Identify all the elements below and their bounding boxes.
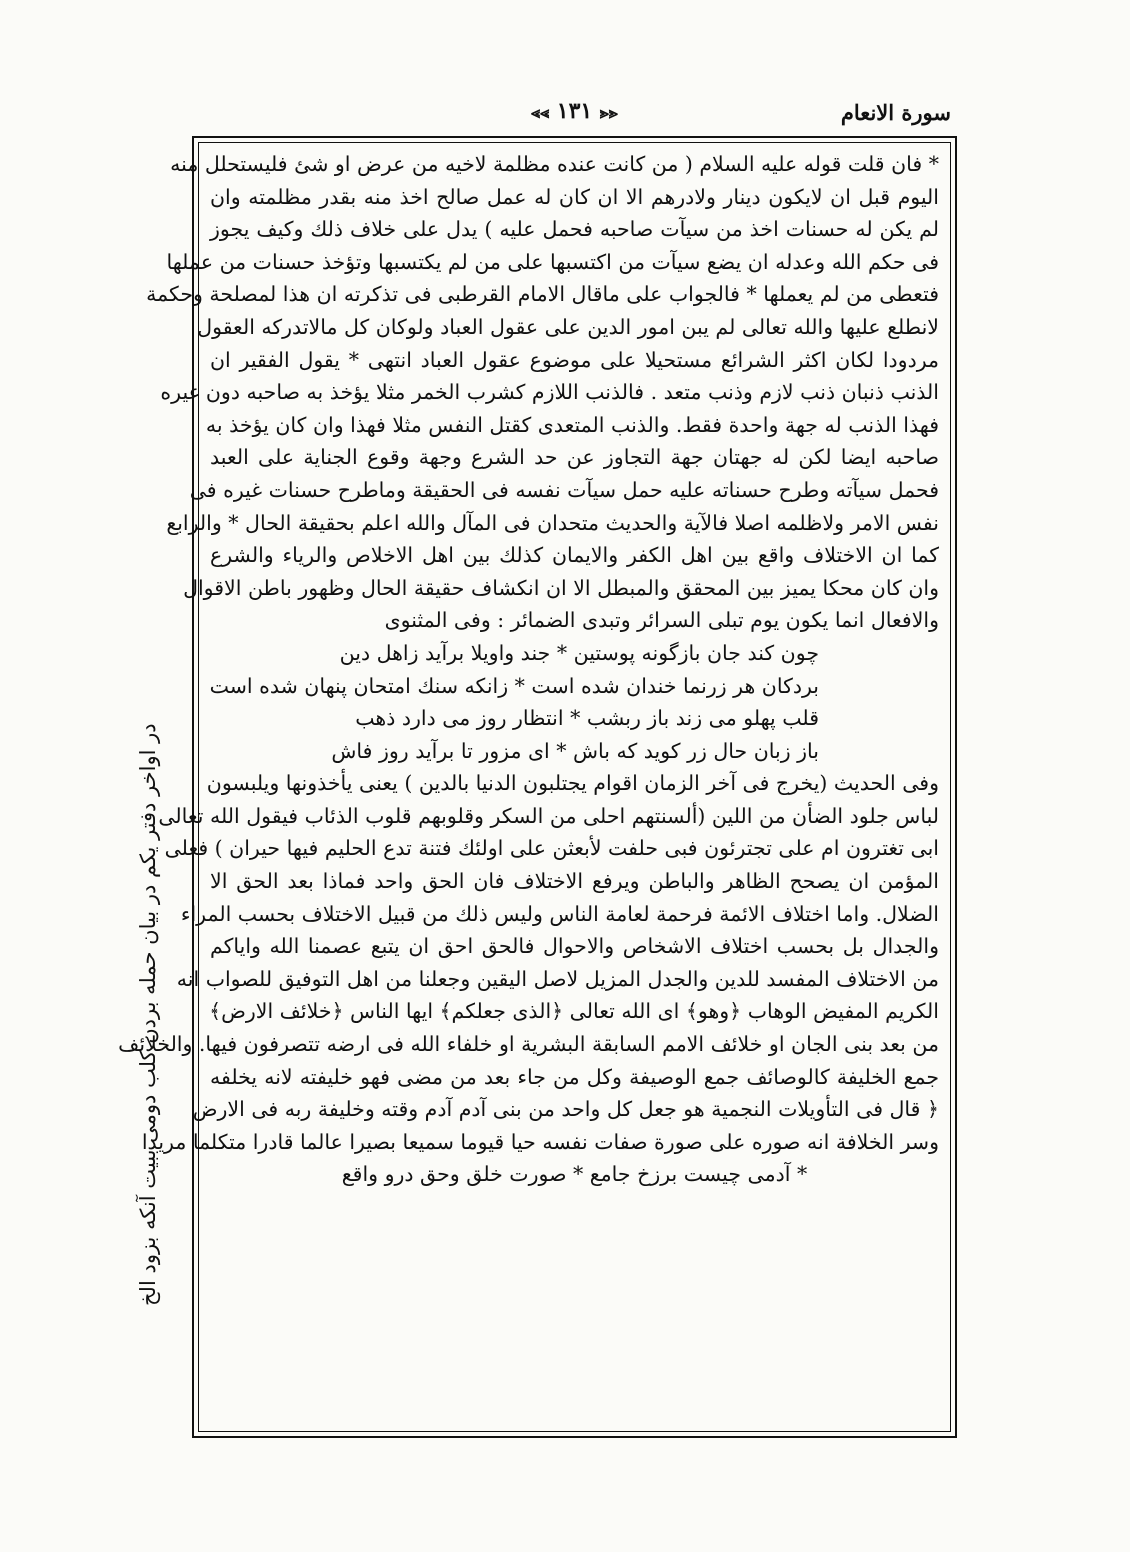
- body-line: فحمل سيآته وطرح حسناته عليه حمل سيآت نفسه فى الحقيقة وماطرح حسنات غيره فى: [189, 477, 939, 502]
- body-line: وان كان محكا يميز بين المحقق والمبطل الا ان انكشاف حقيقة الحال وظهور باطن الاقوال: [183, 575, 939, 600]
- body-line: وفى الحديث (يخرج فى آخر الزمان اقوام يجتلبون الدنيا بالدين ) يعنى يأخذونها ويلبسون: [206, 771, 939, 796]
- page-number-block: [531, 98, 618, 124]
- page-number: ١٣١: [556, 98, 593, 124]
- page-header: [192, 98, 957, 132]
- body-line: الكريم المفيض الوهاب ﴿وهو﴾ اى الله تعالى ﴿الذى جعلكم﴾ ايها الناس ﴿خلائف الارض﴾: [209, 999, 939, 1024]
- verse-line: قلب پهلو مى زند باز ربشب * انتظار روز مى دارد ذهب: [355, 706, 819, 731]
- body-line: الضلال. واما اختلاف الائمة فرحمة لعامة الناس وليس ذلك من قبيل الاختلاف بحسب المراء: [180, 901, 939, 926]
- body-line: من بعد بنى الجان او خلائف الامم السابقة البشرية او خلفاء الله فى ارضه تتصرفون فيها. والخلائف: [118, 1032, 939, 1057]
- closing-verse: * آدمى چيست برزخ جامع * صورت خلق وحق درو واقع: [341, 1162, 808, 1187]
- body-line: لانطلع عليها والله تعالى لم يبن امور الدين على عقول العباد ولوكان كل مالاتدركه العقول: [197, 314, 939, 339]
- surah-name: سورة الانعام: [840, 100, 951, 125]
- ornament-right-icon: ⪢⪢: [599, 103, 618, 122]
- body-line: صاحبه ايضا لكن له جهتان جهة التجاوز عن حد الشرع وجهة وقوع الجناية على العبد: [210, 445, 939, 470]
- body-line: اليوم قبل ان لايكون دينار ولادرهم الا ان كان له عمل صالح اخذ منه بقدر مظلمته وان: [210, 184, 939, 209]
- margin-note: در اواخر دفتر يكم در بيان حمله بردن كلب دومى ببيت آنكه بزود الخ: [136, 723, 160, 1307]
- body-line: وسر الخلافة انه صوره على صورة صفات نفسه حيا قيوما سميعا بصيرا عالما قادرا متكلما مريدا: [141, 1129, 939, 1154]
- body-line: مردودا لكان اكثر الشرائع مستحيلا على موضوع عقول العباد انتهى * يقول الفقير ان: [210, 347, 939, 372]
- body-line: كما ان الاختلاف واقع بين اهل الكفر والايمان كذلك بين اهل الاخلاص والرياء والشرع: [210, 543, 939, 568]
- verse-line: بردكان هر زرنما خندان شده است * زانكه سنك امتحان پنهان شده است: [209, 673, 819, 698]
- body-line: لباس جلود الضأن من اللين (ألسنتهم احلى من السكر وقلوبهم قلوب الذئاب فيقول الله تعالى: [158, 803, 939, 828]
- body-line: فتعطى من لم يعملها * فالجواب على ماقال الامام القرطبى فى تذكرته ان هذا لمصلحة وحكمة: [146, 282, 939, 307]
- body-line: من الاختلاف المفسد للدين والجدل المزيل لاصل اليقين وجعلنا من اهل التوفيق للصواب انه: [176, 966, 939, 991]
- body-line: جمع الخليفة كالوصائف جمع الوصيفة وكل من جاء بعد من مضى فهو خليفته لانه يخلفه: [210, 1064, 939, 1089]
- body-line: لم يكن له حسنات اخذ من سيآت صاحبه فحمل عليه ) يدل على خلاف ذلك وكيف يجوز: [210, 217, 939, 242]
- body-line: ابى تغترون ام على تجترئون فبى حلفت لأبعثن على اولئك فتنة تدع الحليم فيها حيران ) فعلى: [164, 836, 939, 861]
- ornament-left-icon: ⪡⪡: [531, 103, 550, 122]
- body-line: فى حكم الله وعدله ان يضع سيآت من اكتسبها على من لم يكتسبها وتؤخذ حسنات من عملها: [166, 249, 939, 274]
- body-line: نفس الامر ولاظلمه اصلا فالآية والحديث متحدان فى المآل والله اعلم بحقيقة الحال * والرابع: [166, 510, 939, 535]
- body-line: والافعال انما يكون يوم تبلى السرائر وتبدى الضمائر : وفى المثنوى: [384, 608, 939, 633]
- verse-line: چون كند جان بازگونه پوستين * جند واويلا برآيد زاهل دين: [339, 640, 819, 665]
- verse-line: باز زبان حال زر كويد كه باش * اى مزور تا برآيد روز فاش: [331, 738, 819, 763]
- body-line: الذنب ذنبان ذنب لازم وذنب متعد . فالذنب اللازم كشرب الخمر مثلا يؤخذ به صاحبه دون غيره: [160, 380, 939, 405]
- body-line: والجدال بل بحسب اختلاف الاشخاص والاحوال فالحق احق ان يتبع عصمنا الله واياكم: [210, 934, 939, 959]
- body-line: ﴿ قال فى التأويلات النجمية هو جعل كل واحد من بنى آدم آدم وقته وخليفة ربه فى الارض: [192, 1097, 939, 1122]
- body-line: فهذا الذنب له جهة واحدة فقط. والذنب المتعدى كقتل النفس مثلا فهذا وان كان يؤخذ به: [205, 412, 939, 437]
- body-line: المؤمن ان يصحح الظاهر والباطن ويرفع الاختلاف فان الحق واحد فماذا بعد الحق الا: [210, 869, 939, 894]
- body-line: * فان قلت قوله عليه السلام ( من كانت عنده مظلمة لاخيه من عرض او شئ فليستحلل منه: [170, 152, 939, 176]
